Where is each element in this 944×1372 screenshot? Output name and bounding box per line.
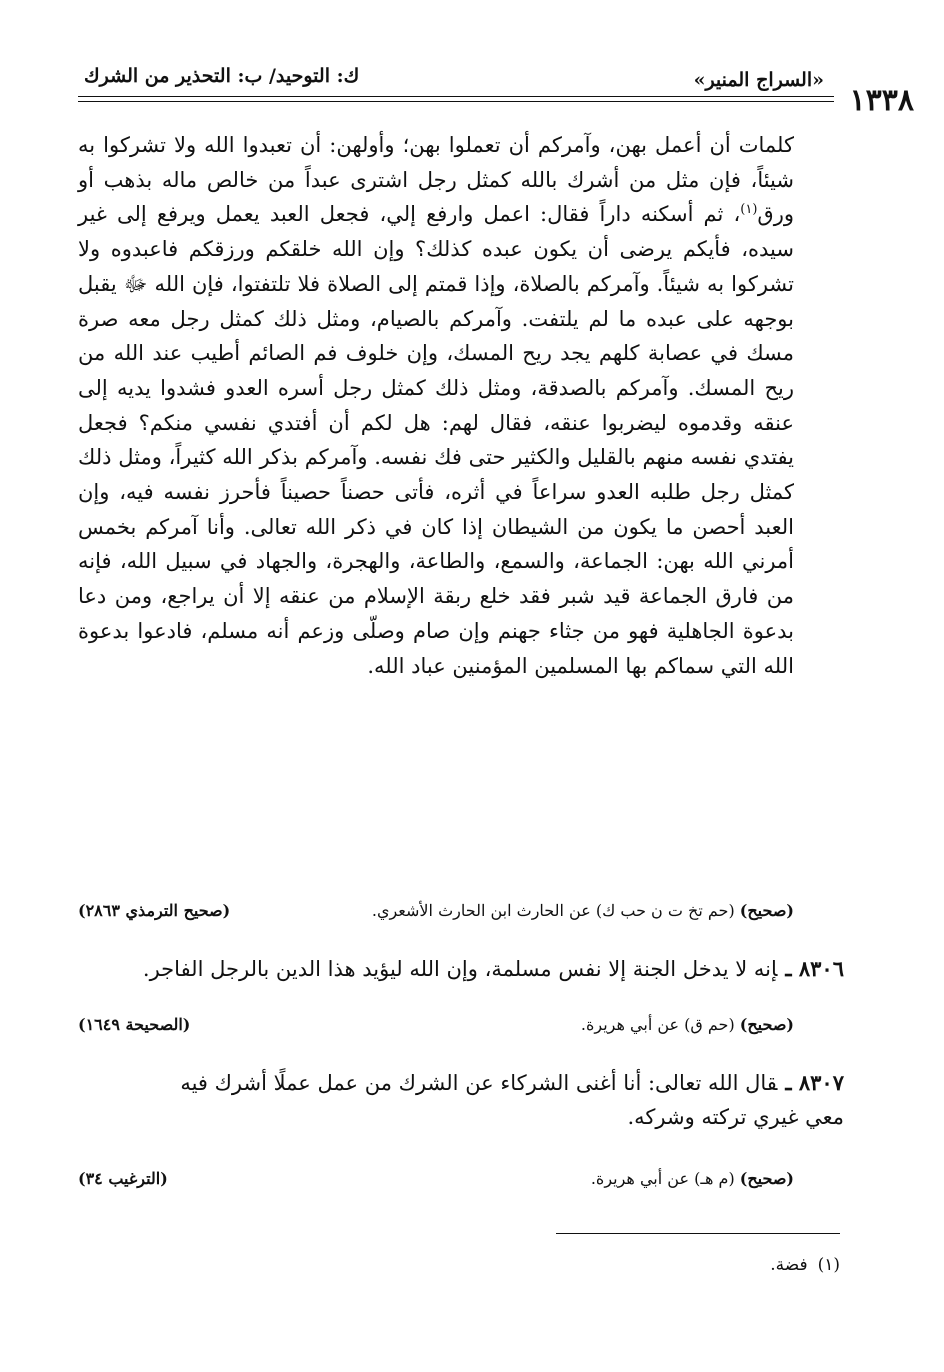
source-text: (م هـ) عن أبي هريرة.: [590, 1169, 735, 1188]
header-rule-secondary: [78, 101, 834, 102]
hadith-text: إنه لا يدخل الجنة إلا نفس مسلمة، وإن الله ليؤيد هذا الدين بالرجل الفاجر.: [142, 957, 778, 981]
reference-label: (صحيح الترمذي ٢٨٦٣): [78, 901, 231, 920]
hadith-number: ٨٣٠٧ ـ: [785, 1070, 844, 1095]
hadith-text-line-2: معي غيري تركته وشركه.: [627, 1105, 844, 1129]
hadith-8307: [78, 1066, 844, 1134]
footnote-number: (١): [817, 1255, 840, 1275]
header-rule: [78, 96, 834, 97]
reference-label: (الترغيب ٣٤): [78, 1169, 168, 1188]
paragraph-part-2: ، ثم أسكنه داراً فقال: اعمل وارفع إلي، فجعل العبد يعمل ويرفع إلى غير سيده، فأيكم يرضى أن يكون عبده كذلك؟ وإن الله خلقكم ورزقكم فاعبدوه ولا تشركوا به شيئاً. وآمركم بالصلاة، وإذا قمتم إلى الصلاة فلا تلتفتوا، فإن الله ﷻ يقبل بوجهه على عبده ما لم يلتفت. وآمركم بالصيام، ومثل ذلك كمثل رجل معه صرة مسك في عصابة كلهم يجد ريح المسك، وإن خلوف فم الصائم أطيب عند الله من ريح المسك. وآمركم بالصدقة، ومثل ذلك كمثل رجل أسره العدو فشدوا يديه إلى عنقه وقدموه ليضربوا عنقه، فقال لهم: هل لكم أن أفتدي نفسي منكم؟ فجعل يفتدي نفسه منهم بالقليل والكثير حتى فك نفسه. وآمركم بذكر الله كثيراً، ومثل ذلك كمثل رجل طلبه العدو سراعاً في أثره، فأتى حصناً حصيناً فأحرز نفسه فيه، وإن العبد أحصن ما يكون من الشيطان إذا كان في ذكر الله تعالى. وأنا آمركم بخمس أمرني الله بهن: الجماعة، والسمع، والطاعة، والهجرة، والجهاد في سبيل الله، فإنه من فارق الجماعة قيد شبر فقد خلع ربقة الإسلام من عنقه إلا أن يراجع، ومن دعا بدعوة الجاهلية فهو من جثاء جهنم وإن صام وصلّى وزعم أنه مسلم، فادعوا بدعوة الله التي سماكم بها المسلمين المؤمنين عباد الله.: [78, 202, 794, 678]
source-text: (حم تخ ت ن حب ك) عن الحارث ابن الحارث الأشعري.: [371, 901, 735, 920]
footnote-reference[interactable]: (١): [740, 202, 758, 218]
grade-label: (صحيح): [739, 901, 794, 920]
footnote-text: فضة.: [770, 1255, 808, 1275]
source-2-left-group: [581, 1012, 794, 1038]
source-line-2: [78, 1012, 794, 1038]
paragraph-part-1: كلمات أن أعمل بهن، وآمركم أن تعملوا بهن؛ وأولهن: أن تعبدوا الله ولا تشركوا به شيئاً، فإن مثل من أشرك بالله كمثل رجل اشترى عبداً من خالص ماله بذهب أو ورق: [78, 133, 794, 227]
source-line-3: [78, 1166, 794, 1192]
hadith-8306: [78, 952, 844, 986]
chapter-heading: ك: التوحيد/ ب: التحذير من الشرك: [84, 65, 360, 87]
grade-label: (صحيح): [739, 1015, 794, 1034]
source-1-left-group: [372, 898, 794, 924]
footnote-separator: [556, 1233, 840, 1234]
source-text: (حم ق) عن أبي هريرة.: [580, 1015, 735, 1034]
source-3-left-group: [591, 1166, 794, 1192]
reference-label: (الصحيحة ١٦٤٩): [78, 1015, 191, 1034]
hadith-text-line-1: قال الله تعالى: أنا أغنى الشركاء عن الشرك من عمل عملًا أشرك فيه: [180, 1071, 778, 1095]
book-title: «السراج المنير»: [693, 69, 824, 91]
hadith-body-paragraph: [78, 128, 794, 683]
hadith-number: ٨٣٠٦ ـ: [785, 956, 844, 981]
grade-label: (صحيح): [739, 1169, 794, 1188]
footnote-1: [770, 1252, 840, 1278]
page-number: ١٣٣٨: [849, 83, 914, 118]
source-line-1: [78, 898, 794, 924]
